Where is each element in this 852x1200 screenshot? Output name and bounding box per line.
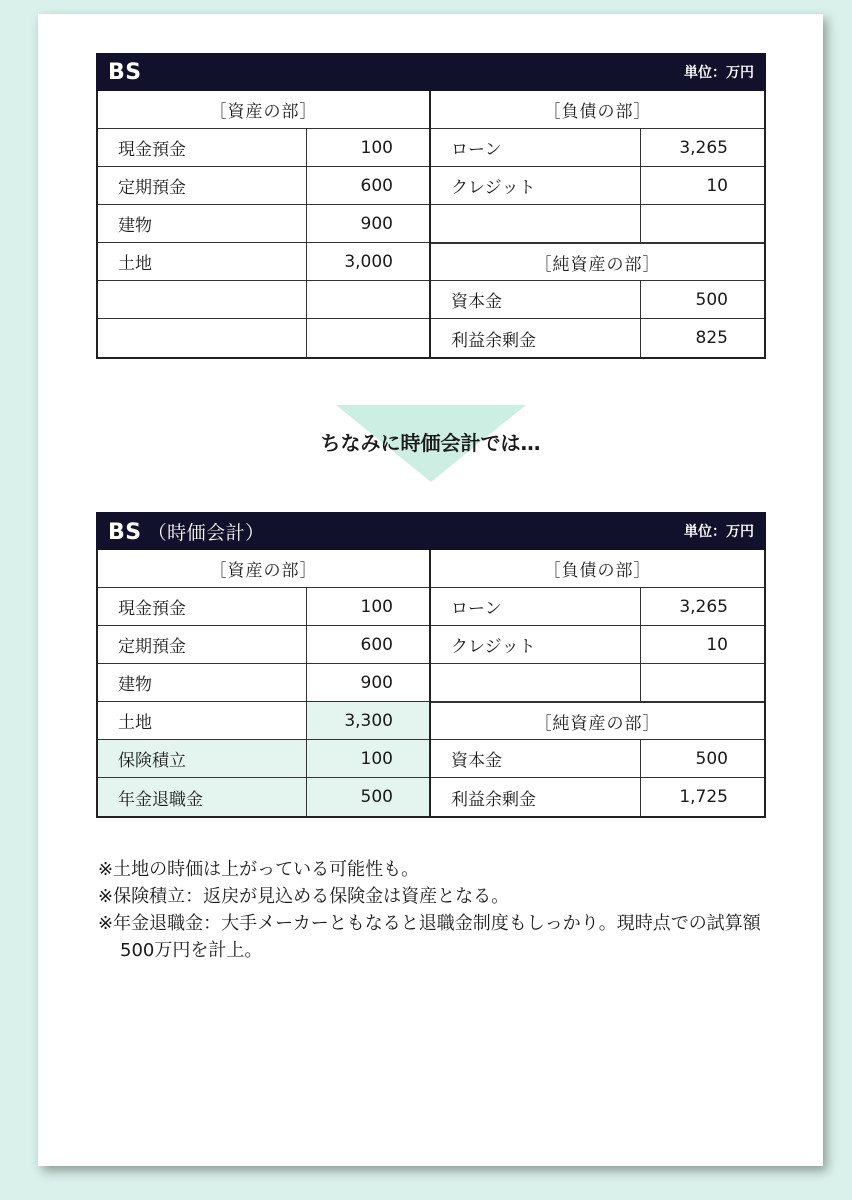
bs-title: BS	[108, 59, 142, 85]
item-name: 定期預金	[98, 167, 307, 204]
item-value	[641, 664, 764, 701]
table-row	[98, 167, 429, 205]
item-name: 保険積立	[98, 740, 307, 777]
equity-header: ［純資産の部］	[431, 243, 764, 281]
item-value: 500	[360, 787, 393, 807]
item-value: 100	[360, 137, 393, 158]
item-name: ローン	[431, 129, 641, 166]
table-row	[431, 205, 764, 243]
item-value-highlighted: 3,300	[307, 702, 429, 739]
item-name: クレジット	[431, 167, 641, 204]
item-value: 100	[360, 596, 393, 617]
item-value: 1,725	[679, 787, 728, 807]
footnotes	[98, 856, 778, 964]
item-value: 900	[360, 672, 393, 693]
table-row	[431, 664, 764, 702]
item-value: 900	[360, 213, 393, 234]
table-row	[431, 740, 764, 778]
item-name: 資本金	[431, 740, 641, 777]
item-name: 現金預金	[98, 588, 307, 625]
item-name	[431, 205, 641, 242]
table-row	[98, 702, 429, 740]
item-name	[98, 319, 307, 357]
document-page	[38, 14, 823, 1166]
liabilities-column	[431, 91, 764, 357]
table-row	[98, 205, 429, 243]
item-value: 100	[360, 748, 393, 769]
bs-title: BS （時価会計）	[108, 519, 265, 545]
item-value: 3,265	[679, 137, 728, 158]
assets-column	[98, 91, 431, 357]
arrow-caption: ちなみに時価会計では…	[320, 431, 541, 455]
table-row-highlighted	[98, 740, 429, 778]
table-row	[431, 778, 764, 816]
item-value: 3,265	[679, 596, 728, 617]
assets-header: ［資産の部］	[98, 550, 429, 588]
liabilities-header: ［負債の部］	[431, 91, 764, 129]
table-row	[98, 664, 429, 702]
item-name: クレジット	[431, 626, 641, 663]
bs-table	[96, 91, 766, 359]
item-name: ローン	[431, 588, 641, 625]
item-name: 建物	[98, 205, 307, 242]
table-row	[431, 626, 764, 664]
item-value: 600	[360, 175, 393, 196]
liabilities-header: ［負債の部］	[431, 550, 764, 588]
unit-label: 単位：万円	[684, 65, 754, 81]
table-row-highlighted	[98, 778, 429, 816]
table-row	[98, 281, 429, 319]
unit-label: 単位：万円	[684, 524, 754, 540]
item-name: 利益余剰金	[431, 319, 641, 357]
item-name: 土地	[98, 702, 307, 739]
table-row	[431, 588, 764, 626]
table-row	[431, 319, 764, 357]
bs-header-bar	[96, 512, 766, 550]
item-name: 建物	[98, 664, 307, 701]
item-name: 現金預金	[98, 129, 307, 166]
item-name: 土地	[98, 243, 307, 280]
liabilities-column	[431, 550, 764, 816]
item-value	[641, 205, 764, 242]
table-row	[98, 626, 429, 664]
item-name	[431, 664, 641, 701]
footnote: ※保険積立：返戻が見込める保険金は資産となる。	[98, 886, 510, 907]
footnote: ※年金退職金：大手メーカーともなると退職金制度もしっかり。現時点での試算額500万円を計上。	[98, 913, 761, 961]
balance-sheet-market-value	[96, 512, 766, 818]
item-name	[98, 281, 307, 318]
item-name: 定期預金	[98, 626, 307, 663]
table-row	[98, 588, 429, 626]
table-row	[431, 129, 764, 167]
item-value: 10	[706, 175, 728, 196]
table-row	[431, 167, 764, 205]
table-row	[431, 281, 764, 319]
bs-header-bar	[96, 53, 766, 91]
table-row	[98, 319, 429, 357]
bs-table	[96, 550, 766, 818]
balance-sheet	[96, 53, 766, 359]
item-value: 3,000	[344, 251, 393, 272]
assets-header: ［資産の部］	[98, 91, 429, 129]
table-row	[98, 129, 429, 167]
item-value: 500	[695, 289, 728, 310]
item-value: 600	[360, 634, 393, 655]
item-name: 資本金	[431, 281, 641, 318]
footnote: ※土地の時価は上がっている可能性も。	[98, 859, 420, 880]
item-value: 825	[695, 328, 728, 348]
item-value	[307, 319, 429, 357]
equity-header: ［純資産の部］	[431, 702, 764, 740]
table-row	[98, 243, 429, 281]
item-value: 10	[706, 634, 728, 655]
item-name: 年金退職金	[98, 778, 307, 816]
item-value	[307, 281, 429, 318]
item-name: 利益余剰金	[431, 778, 641, 816]
assets-column	[98, 550, 431, 816]
item-value: 500	[695, 748, 728, 769]
